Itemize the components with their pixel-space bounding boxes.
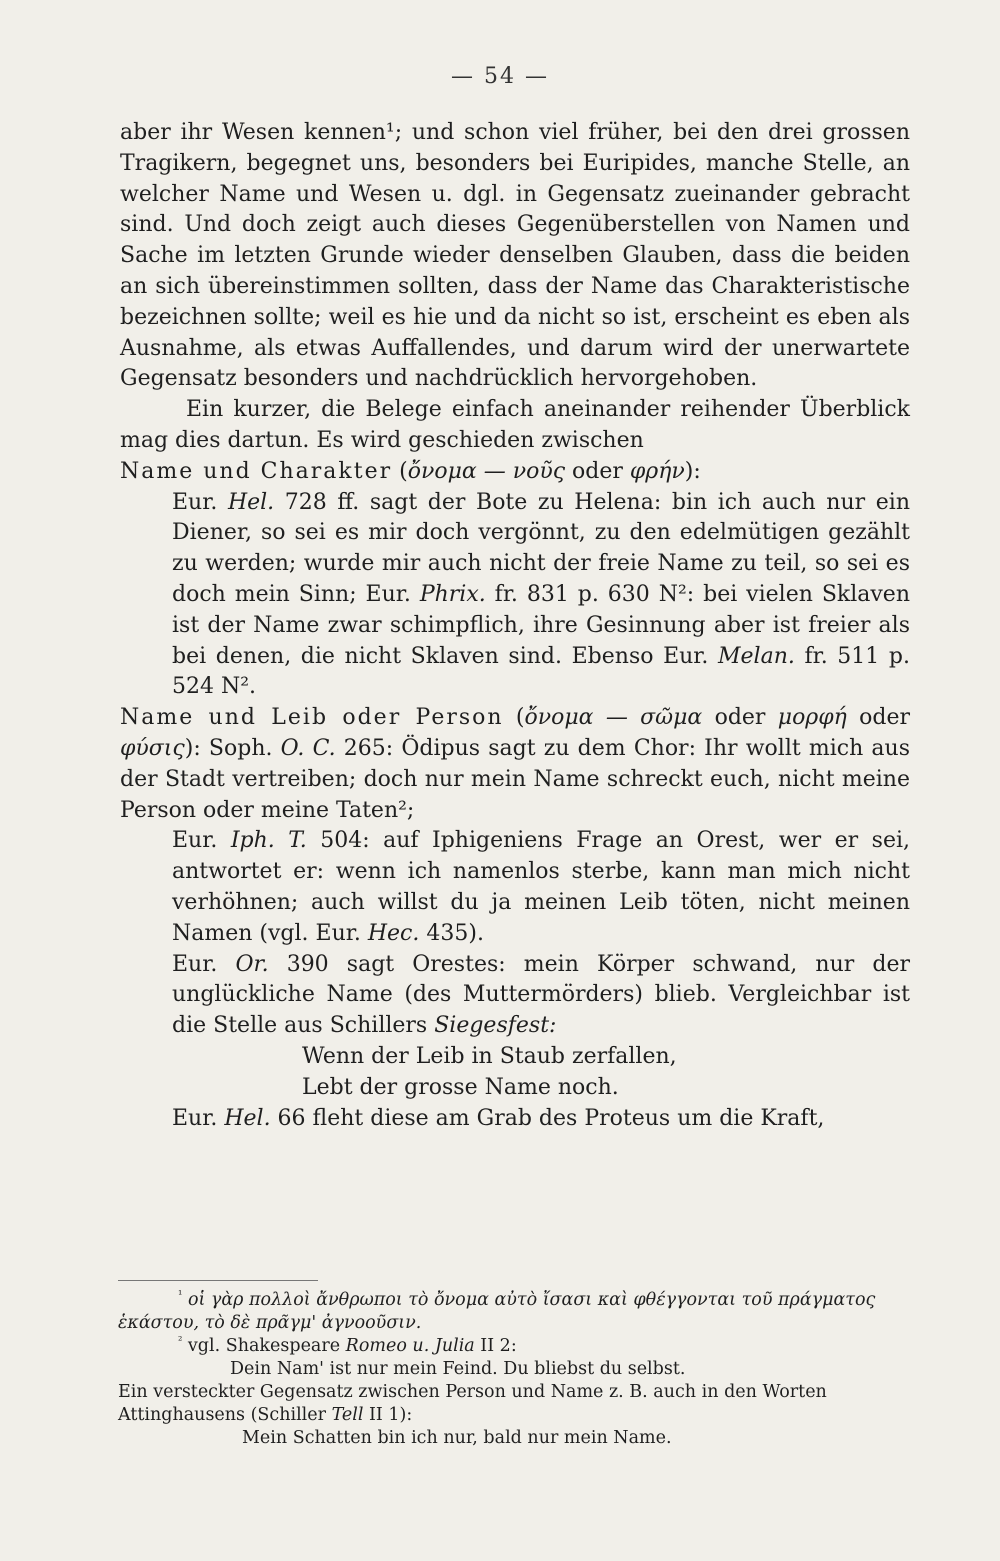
text-run: 504: auf Iphigeniens Frage an Orest, wer er sei, antwortet er: wenn ich namenlos sterbe, kann man mich nicht verhöhnen; auch willst du ja meinen Leib töten, nicht meinen Namen (vgl. Eur. <box>172 828 910 946</box>
punct: ( <box>503 705 525 731</box>
work-title: Romeo u. Julia <box>345 1336 475 1356</box>
entry-body <box>172 1104 910 1135</box>
verse-line: Wenn der Leib in Staub zerfallen, <box>302 1043 677 1069</box>
work-title: Or. <box>235 951 269 977</box>
footnote-text <box>118 1381 913 1427</box>
greek-quote: οἱ γὰρ πολλοὶ ἄνθρωποι τὸ ὄνομα αὐτὸ ἴσασι καὶ φθέγγονται τοῦ πράγματος ἑκάστου, τὸ δὲ πρᾶγμ' ἀγνοοῦσιν. <box>118 1290 876 1333</box>
footnote-rule <box>118 1280 318 1281</box>
entry-heading <box>120 457 910 488</box>
work-title: Hec. <box>367 920 420 946</box>
text-run: Eur. <box>172 489 228 515</box>
page-number: — 54 — <box>451 64 549 89</box>
footnote-marker: ¹ <box>178 1288 183 1302</box>
work-title: Hel. <box>224 1105 271 1131</box>
text-run: 390 sagt Orestes: mein Körper schwand, nur der unglückliche Name (des Muttermörders) blieb. Vergleichbar ist die Stelle aus Schillers <box>172 951 910 1039</box>
text-run: II 2: <box>474 1336 517 1356</box>
greek-term: ὄνομα — νοῦς <box>407 458 566 484</box>
entry-name-body <box>120 703 910 1134</box>
conjunction: oder <box>846 705 911 731</box>
work-title: O. C. <box>280 735 336 761</box>
work-title: Siegesfest: <box>434 1013 557 1039</box>
entry-body <box>172 488 910 704</box>
text-run: Eur. <box>172 951 236 977</box>
work-title: Iph. T. <box>230 828 307 854</box>
text-run: 265: Ödipus sagt zu dem Chor: Ihr wollt mich aus der Stadt vertreiben; doch nur mein Name schreckt euch, nicht meine Person oder meine Taten²; <box>120 735 911 823</box>
footnotes <box>118 1280 913 1450</box>
text-run: fr. 831 p. 630 N²: bei vielen Sklaven ist der Name zwar schimpflich, ihre Gesinnung aber ist freier als bei denen, die nicht Sklaven sind. Ebenso Eur. <box>172 581 910 669</box>
main-text <box>120 118 910 1134</box>
entry-heading <box>120 703 910 826</box>
work-title: Tell <box>331 1405 364 1425</box>
entry-term: Name und Charakter <box>120 458 393 484</box>
text-run: fr. 511 p. 524 N². <box>172 643 910 700</box>
paragraph-overview: Ein kurzer, die Belege einfach aneinander reihender Überblick mag dies dartun. Es wird geschieden zwischen <box>120 397 910 453</box>
work-title: Hel. <box>227 489 275 515</box>
footnote-verse: Mein Schatten bin ich nur, bald nur mein Name. <box>242 1428 672 1448</box>
text-run: 435). <box>419 920 484 946</box>
greek-term: ὄνομα — σῶμα <box>524 705 703 731</box>
work-title: Melan. <box>718 643 795 669</box>
conjunction: oder <box>565 458 630 484</box>
entry-body <box>172 950 910 1042</box>
greek-term: μορφή <box>777 705 847 731</box>
text-run: 66 fleht diese am Grab des Proteus um die Kraft, <box>270 1105 825 1131</box>
entry-name-character <box>120 457 910 703</box>
entry-term: Name und Leib oder Person <box>120 705 504 731</box>
footnote-verse: Dein Nam' ist nur mein Feind. Du bliebst du selbst. <box>230 1359 686 1379</box>
punct: ( <box>392 458 408 484</box>
conjunction: oder <box>702 705 778 731</box>
text-run: Eur. <box>172 828 231 854</box>
footnote-marker: ² <box>178 1334 183 1348</box>
text-run: II 1): <box>363 1405 413 1425</box>
verse-line: Lebt der grosse Name noch. <box>302 1074 619 1100</box>
text-run: vgl. Shakespeare <box>182 1336 346 1356</box>
paragraph-intro: aber ihr Wesen kennen¹; und schon viel früher, bei den drei grossen Tragikern, begegnet uns, besonders bei Euripides, manche Stelle, an welcher Name und Wesen u. dgl. in Gegensatz zueinander gebracht sind. Und doch zeigt auch dieses Gegenüberstellen von Namen und Sache im letzten Grunde wieder denselben Glauben, dass die beiden an sich übereinstimmen sollten, dass der Name das Charakteristische bezeichnen sollte; weil es hie und da nicht so ist, erscheint es eben als Ausnahme, als etwas Auffallendes, und darum wird der unerwartete Gegensatz besonders und nachdrücklich hervorgehoben. <box>120 120 910 392</box>
text-run: 728 ff. sagt der Bote zu Helena: bin ich auch nur ein Diener, so sei es mir doch vergönnt, zu den edelmütigen gezählt zu werden; wurde mir auch nicht der freie Name zu teil, so sei es doch mein Sinn; Eur. <box>172 489 910 607</box>
entry-body <box>172 826 910 949</box>
footnote-2 <box>118 1335 913 1358</box>
text-run: ): Soph. <box>184 735 281 761</box>
work-title: Phrix. <box>419 581 486 607</box>
greek-term: φρήν <box>629 458 685 484</box>
text-run: Ein versteckter Gegensatz zwischen Person und Name z. B. auch in den Worten Attinghausens (Schiller <box>118 1382 827 1425</box>
punct: ): <box>684 458 701 484</box>
footnote-1 <box>118 1289 913 1335</box>
text-run: Eur. <box>172 1105 225 1131</box>
greek-term: φύσις <box>120 735 185 761</box>
